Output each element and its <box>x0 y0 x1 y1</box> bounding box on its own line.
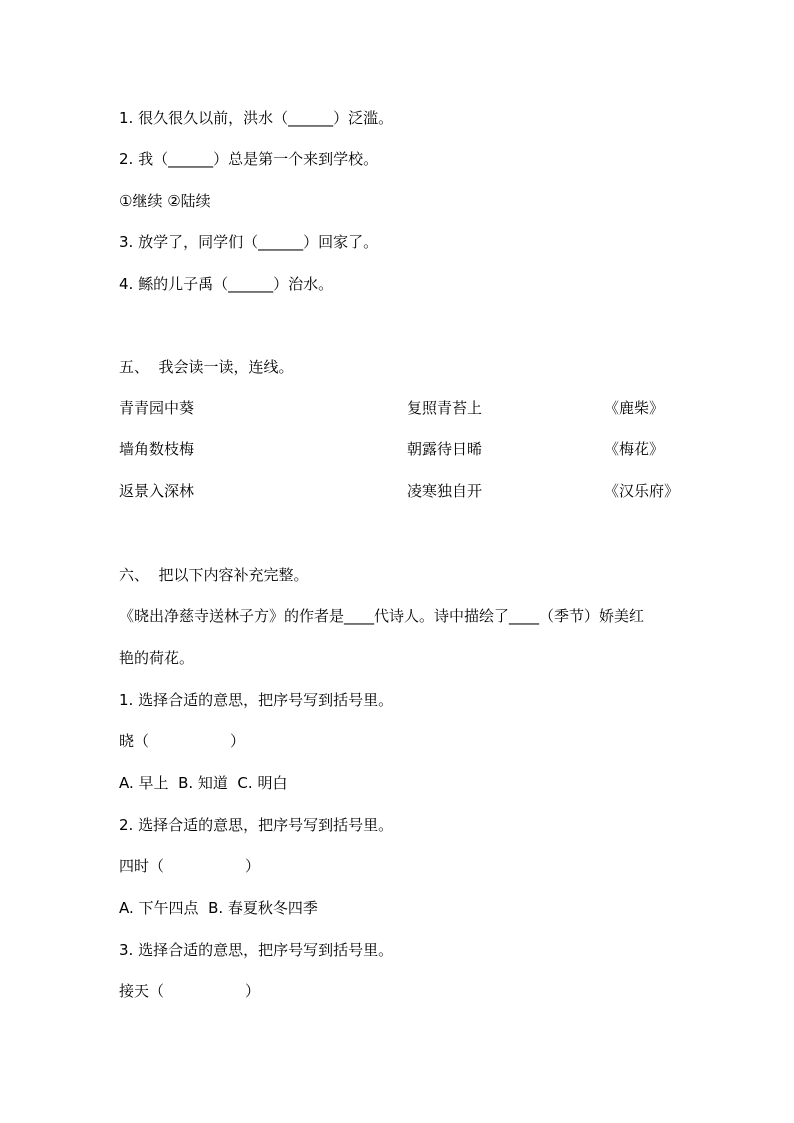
match-middle-3: 凌寒独自开 <box>407 482 483 500</box>
word-options: ①继续 ②陆续 <box>119 192 211 210</box>
sub-question-1-word: 晓（ ） <box>119 732 246 750</box>
sub-question-1: 1. 选择合适的意思，把序号写到括号里。 <box>119 691 394 709</box>
question-1: 1. 很久很久以前，洪水（______）泛滥。 <box>119 109 394 127</box>
match-right-2: 《梅花》 <box>604 440 665 458</box>
section-5-heading: 五、 我会读一读，连线。 <box>119 358 294 376</box>
question-4: 4. 鲧的儿子禹（______）治水。 <box>119 275 334 293</box>
match-left-2: 墙角数枝梅 <box>119 440 195 458</box>
match-left-1: 青青园中葵 <box>119 399 195 417</box>
sub-question-2: 2. 选择合适的意思，把序号写到括号里。 <box>119 816 394 834</box>
paragraph-line-1: 《晓出净慈寺送林子方》的作者是____代诗人。诗中描绘了____（季节）娇美红 <box>119 607 645 625</box>
sub-question-2-word: 四时（ ） <box>119 857 261 875</box>
match-left-3: 返景入深林 <box>119 482 195 500</box>
match-middle-2: 朝露待日晞 <box>407 440 483 458</box>
sub-question-3-word: 接天（ ） <box>119 982 261 1000</box>
sub-question-1-options: A. 早上 B. 知道 C. 明白 <box>119 774 288 792</box>
match-middle-1: 复照青苔上 <box>407 399 483 417</box>
match-right-3: 《汉乐府》 <box>604 482 680 500</box>
section-6-heading: 六、 把以下内容补充完整。 <box>119 566 309 584</box>
paragraph-line-2: 艳的荷花。 <box>119 649 195 667</box>
sub-question-2-options: A. 下午四点 B. 春夏秋冬四季 <box>119 899 318 917</box>
match-right-1: 《鹿柴》 <box>604 399 665 417</box>
question-2: 2. 我（______）总是第一个来到学校。 <box>119 150 379 168</box>
sub-question-3: 3. 选择合适的意思，把序号写到括号里。 <box>119 941 394 959</box>
question-3: 3. 放学了，同学们（______）回家了。 <box>119 233 379 251</box>
